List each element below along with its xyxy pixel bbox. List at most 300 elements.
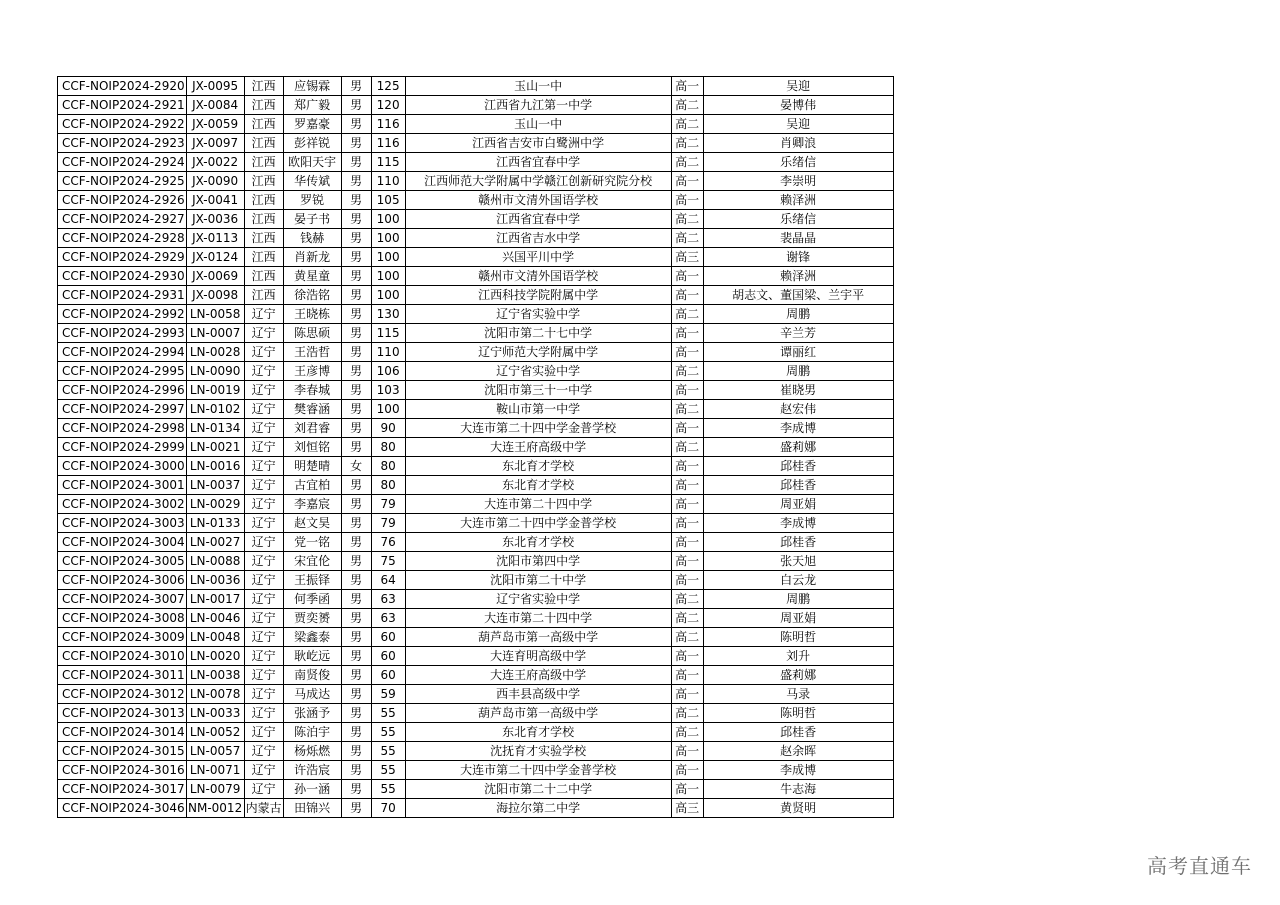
cell-name: 华传斌 (283, 172, 341, 191)
results-table-body (58, 77, 894, 818)
cell-grade: 高二 (671, 609, 703, 628)
table-row (58, 324, 894, 343)
cell-coach: 刘升 (703, 647, 893, 666)
cell-name: 晏子书 (283, 210, 341, 229)
cell-seat-id: LN-0028 (186, 343, 244, 362)
cell-name: 明楚晴 (283, 457, 341, 476)
cell-name: 王振铎 (283, 571, 341, 590)
cell-score: 79 (371, 514, 405, 533)
cell-exam-id: CCF-NOIP2024-2929 (58, 248, 187, 267)
cell-grade: 高二 (671, 96, 703, 115)
table-row (58, 647, 894, 666)
cell-coach: 李成博 (703, 514, 893, 533)
cell-gender: 男 (341, 609, 371, 628)
cell-province: 江西 (244, 77, 283, 96)
cell-school: 大连市第二十四中学金普学校 (405, 419, 671, 438)
cell-province: 江西 (244, 134, 283, 153)
cell-coach: 邱桂香 (703, 533, 893, 552)
cell-name: 钱赫 (283, 229, 341, 248)
cell-seat-id: LN-0071 (186, 761, 244, 780)
cell-school: 东北育才学校 (405, 476, 671, 495)
cell-school: 江西科技学院附属中学 (405, 286, 671, 305)
cell-seat-id: LN-0079 (186, 780, 244, 799)
cell-province: 江西 (244, 286, 283, 305)
table-row (58, 96, 894, 115)
cell-school: 大连王府高级中学 (405, 666, 671, 685)
cell-grade: 高一 (671, 761, 703, 780)
cell-gender: 男 (341, 590, 371, 609)
cell-gender: 男 (341, 77, 371, 96)
cell-coach: 盛莉娜 (703, 666, 893, 685)
cell-coach: 陈明哲 (703, 628, 893, 647)
cell-school: 沈抚育才实验学校 (405, 742, 671, 761)
cell-school: 沈阳市第三十一中学 (405, 381, 671, 400)
cell-grade: 高一 (671, 742, 703, 761)
cell-school: 东北育才学校 (405, 457, 671, 476)
table-row (58, 495, 894, 514)
cell-name: 张涵予 (283, 704, 341, 723)
cell-province: 江西 (244, 96, 283, 115)
cell-province: 辽宁 (244, 476, 283, 495)
cell-seat-id: LN-0052 (186, 723, 244, 742)
cell-score: 64 (371, 571, 405, 590)
cell-exam-id: CCF-NOIP2024-2996 (58, 381, 187, 400)
cell-name: 何季函 (283, 590, 341, 609)
table-row (58, 780, 894, 799)
cell-province: 辽宁 (244, 457, 283, 476)
cell-grade: 高一 (671, 571, 703, 590)
cell-seat-id: LN-0027 (186, 533, 244, 552)
cell-school: 西丰县高级中学 (405, 685, 671, 704)
cell-score: 55 (371, 723, 405, 742)
cell-seat-id: LN-0046 (186, 609, 244, 628)
table-row (58, 533, 894, 552)
cell-gender: 男 (341, 191, 371, 210)
cell-school: 大连育明高级中学 (405, 647, 671, 666)
cell-name: 杨烁燃 (283, 742, 341, 761)
table-row (58, 514, 894, 533)
cell-coach: 邱桂香 (703, 457, 893, 476)
cell-school: 沈阳市第四中学 (405, 552, 671, 571)
cell-score: 105 (371, 191, 405, 210)
table-row (58, 476, 894, 495)
table-row (58, 723, 894, 742)
cell-province: 辽宁 (244, 742, 283, 761)
cell-name: 欧阳天宇 (283, 153, 341, 172)
cell-grade: 高一 (671, 533, 703, 552)
cell-name: 王浩哲 (283, 343, 341, 362)
cell-seat-id: LN-0017 (186, 590, 244, 609)
cell-gender: 男 (341, 742, 371, 761)
cell-coach: 胡志文、董国梁、兰宇平 (703, 286, 893, 305)
cell-grade: 高二 (671, 362, 703, 381)
cell-score: 125 (371, 77, 405, 96)
table-row (58, 457, 894, 476)
cell-province: 辽宁 (244, 438, 283, 457)
cell-grade: 高一 (671, 343, 703, 362)
table-row (58, 552, 894, 571)
cell-grade: 高一 (671, 647, 703, 666)
cell-gender: 男 (341, 419, 371, 438)
cell-seat-id: LN-0037 (186, 476, 244, 495)
cell-grade: 高一 (671, 495, 703, 514)
cell-name: 党一铭 (283, 533, 341, 552)
cell-coach: 牛志海 (703, 780, 893, 799)
cell-school: 赣州市文清外国语学校 (405, 267, 671, 286)
table-row (58, 742, 894, 761)
cell-name: 陈思硕 (283, 324, 341, 343)
table-row (58, 229, 894, 248)
cell-coach: 肖卿浪 (703, 134, 893, 153)
cell-coach: 谭丽红 (703, 343, 893, 362)
cell-school: 东北育才学校 (405, 723, 671, 742)
cell-exam-id: CCF-NOIP2024-3003 (58, 514, 187, 533)
cell-exam-id: CCF-NOIP2024-3002 (58, 495, 187, 514)
cell-coach: 李崇明 (703, 172, 893, 191)
cell-name: 田锦兴 (283, 799, 341, 818)
cell-coach: 周亚娟 (703, 609, 893, 628)
cell-school: 大连市第二十四中学金普学校 (405, 514, 671, 533)
cell-school: 辽宁省实验中学 (405, 590, 671, 609)
cell-grade: 高二 (671, 438, 703, 457)
cell-coach: 周鹏 (703, 362, 893, 381)
cell-gender: 男 (341, 248, 371, 267)
cell-exam-id: CCF-NOIP2024-2930 (58, 267, 187, 286)
cell-province: 江西 (244, 191, 283, 210)
cell-gender: 男 (341, 666, 371, 685)
cell-coach: 李成博 (703, 419, 893, 438)
cell-gender: 男 (341, 343, 371, 362)
cell-seat-id: JX-0059 (186, 115, 244, 134)
cell-gender: 男 (341, 495, 371, 514)
table-row (58, 571, 894, 590)
cell-gender: 男 (341, 799, 371, 818)
cell-seat-id: NM-0012 (186, 799, 244, 818)
cell-gender: 男 (341, 780, 371, 799)
cell-province: 辽宁 (244, 780, 283, 799)
cell-score: 55 (371, 761, 405, 780)
cell-province: 辽宁 (244, 533, 283, 552)
cell-coach: 邱桂香 (703, 476, 893, 495)
cell-gender: 男 (341, 362, 371, 381)
cell-score: 55 (371, 780, 405, 799)
cell-name: 陈泊宇 (283, 723, 341, 742)
cell-school: 赣州市文清外国语学校 (405, 191, 671, 210)
cell-score: 103 (371, 381, 405, 400)
cell-school: 兴国平川中学 (405, 248, 671, 267)
cell-coach: 白云龙 (703, 571, 893, 590)
cell-school: 江西师范大学附属中学赣江创新研究院分校 (405, 172, 671, 191)
cell-score: 100 (371, 229, 405, 248)
cell-province: 辽宁 (244, 666, 283, 685)
cell-province: 辽宁 (244, 552, 283, 571)
cell-score: 75 (371, 552, 405, 571)
cell-gender: 男 (341, 134, 371, 153)
table-row (58, 134, 894, 153)
cell-school: 沈阳市第二十中学 (405, 571, 671, 590)
cell-province: 辽宁 (244, 381, 283, 400)
table-row (58, 761, 894, 780)
cell-coach: 乐绪信 (703, 153, 893, 172)
cell-score: 90 (371, 419, 405, 438)
cell-gender: 男 (341, 685, 371, 704)
cell-exam-id: CCF-NOIP2024-2998 (58, 419, 187, 438)
cell-name: 黄星童 (283, 267, 341, 286)
cell-school: 大连市第二十四中学 (405, 495, 671, 514)
cell-name: 马成达 (283, 685, 341, 704)
table-row (58, 191, 894, 210)
cell-seat-id: JX-0084 (186, 96, 244, 115)
cell-score: 115 (371, 153, 405, 172)
cell-school: 玉山一中 (405, 77, 671, 96)
cell-grade: 高一 (671, 780, 703, 799)
cell-province: 江西 (244, 153, 283, 172)
cell-province: 江西 (244, 248, 283, 267)
cell-grade: 高一 (671, 267, 703, 286)
cell-gender: 男 (341, 628, 371, 647)
table-row (58, 362, 894, 381)
cell-gender: 男 (341, 723, 371, 742)
table-row (58, 685, 894, 704)
cell-name: 郑广毅 (283, 96, 341, 115)
cell-score: 100 (371, 286, 405, 305)
cell-name: 李春城 (283, 381, 341, 400)
cell-grade: 高二 (671, 723, 703, 742)
cell-name: 南贤俊 (283, 666, 341, 685)
cell-coach: 赖泽洲 (703, 267, 893, 286)
cell-province: 辽宁 (244, 362, 283, 381)
cell-exam-id: CCF-NOIP2024-2925 (58, 172, 187, 191)
cell-score: 110 (371, 343, 405, 362)
cell-school: 辽宁师范大学附属中学 (405, 343, 671, 362)
cell-gender: 男 (341, 305, 371, 324)
cell-score: 110 (371, 172, 405, 191)
cell-province: 辽宁 (244, 343, 283, 362)
table-row (58, 343, 894, 362)
cell-score: 106 (371, 362, 405, 381)
cell-exam-id: CCF-NOIP2024-3008 (58, 609, 187, 628)
cell-school: 沈阳市第二十七中学 (405, 324, 671, 343)
cell-province: 辽宁 (244, 419, 283, 438)
cell-coach: 周鹏 (703, 305, 893, 324)
cell-gender: 男 (341, 761, 371, 780)
cell-grade: 高一 (671, 381, 703, 400)
cell-seat-id: LN-0058 (186, 305, 244, 324)
cell-exam-id: CCF-NOIP2024-2921 (58, 96, 187, 115)
cell-coach: 陈明哲 (703, 704, 893, 723)
cell-exam-id: CCF-NOIP2024-2920 (58, 77, 187, 96)
cell-school: 东北育才学校 (405, 533, 671, 552)
cell-name: 王晓栋 (283, 305, 341, 324)
cell-gender: 男 (341, 552, 371, 571)
cell-exam-id: CCF-NOIP2024-3011 (58, 666, 187, 685)
cell-coach: 周鹏 (703, 590, 893, 609)
cell-seat-id: JX-0095 (186, 77, 244, 96)
cell-coach: 邱桂香 (703, 723, 893, 742)
cell-school: 江西省宜春中学 (405, 210, 671, 229)
cell-coach: 乐绪信 (703, 210, 893, 229)
cell-school: 葫芦岛市第一高级中学 (405, 704, 671, 723)
cell-grade: 高二 (671, 628, 703, 647)
cell-score: 60 (371, 647, 405, 666)
cell-province: 江西 (244, 115, 283, 134)
cell-seat-id: LN-0007 (186, 324, 244, 343)
cell-province: 辽宁 (244, 761, 283, 780)
cell-school: 鞍山市第一中学 (405, 400, 671, 419)
cell-gender: 男 (341, 514, 371, 533)
cell-province: 辽宁 (244, 495, 283, 514)
cell-name: 赵文昊 (283, 514, 341, 533)
cell-province: 辽宁 (244, 628, 283, 647)
cell-seat-id: JX-0022 (186, 153, 244, 172)
cell-score: 130 (371, 305, 405, 324)
cell-score: 70 (371, 799, 405, 818)
cell-score: 55 (371, 742, 405, 761)
cell-seat-id: LN-0033 (186, 704, 244, 723)
cell-name: 宋宜伦 (283, 552, 341, 571)
cell-province: 江西 (244, 229, 283, 248)
cell-score: 79 (371, 495, 405, 514)
cell-gender: 男 (341, 324, 371, 343)
cell-exam-id: CCF-NOIP2024-3010 (58, 647, 187, 666)
cell-score: 116 (371, 115, 405, 134)
table-row (58, 609, 894, 628)
cell-name: 刘恒铭 (283, 438, 341, 457)
cell-exam-id: CCF-NOIP2024-3006 (58, 571, 187, 590)
cell-province: 辽宁 (244, 704, 283, 723)
cell-coach: 崔晓男 (703, 381, 893, 400)
cell-province: 辽宁 (244, 305, 283, 324)
cell-coach: 李成博 (703, 761, 893, 780)
cell-exam-id: CCF-NOIP2024-3014 (58, 723, 187, 742)
cell-exam-id: CCF-NOIP2024-2995 (58, 362, 187, 381)
cell-seat-id: JX-0036 (186, 210, 244, 229)
table-row (58, 210, 894, 229)
cell-coach: 辛兰芳 (703, 324, 893, 343)
cell-exam-id: CCF-NOIP2024-2926 (58, 191, 187, 210)
cell-province: 辽宁 (244, 590, 283, 609)
cell-grade: 高一 (671, 172, 703, 191)
cell-seat-id: LN-0029 (186, 495, 244, 514)
cell-exam-id: CCF-NOIP2024-2924 (58, 153, 187, 172)
cell-seat-id: JX-0097 (186, 134, 244, 153)
cell-school: 大连王府高级中学 (405, 438, 671, 457)
cell-exam-id: CCF-NOIP2024-2997 (58, 400, 187, 419)
cell-province: 辽宁 (244, 647, 283, 666)
cell-grade: 高二 (671, 305, 703, 324)
cell-score: 100 (371, 400, 405, 419)
cell-province: 辽宁 (244, 324, 283, 343)
cell-grade: 高一 (671, 552, 703, 571)
cell-coach: 赖泽洲 (703, 191, 893, 210)
cell-exam-id: CCF-NOIP2024-3009 (58, 628, 187, 647)
cell-name: 许浩宸 (283, 761, 341, 780)
cell-name: 罗锐 (283, 191, 341, 210)
cell-province: 辽宁 (244, 609, 283, 628)
cell-seat-id: LN-0021 (186, 438, 244, 457)
cell-seat-id: JX-0090 (186, 172, 244, 191)
cell-coach: 吴迎 (703, 115, 893, 134)
cell-seat-id: LN-0057 (186, 742, 244, 761)
cell-province: 辽宁 (244, 723, 283, 742)
cell-name: 徐浩铭 (283, 286, 341, 305)
cell-grade: 高一 (671, 457, 703, 476)
table-row (58, 419, 894, 438)
cell-grade: 高二 (671, 115, 703, 134)
cell-score: 115 (371, 324, 405, 343)
table-row (58, 666, 894, 685)
cell-score: 55 (371, 704, 405, 723)
cell-score: 80 (371, 438, 405, 457)
cell-school: 大连市第二十四中学金普学校 (405, 761, 671, 780)
table-row (58, 590, 894, 609)
cell-score: 100 (371, 267, 405, 286)
cell-gender: 男 (341, 533, 371, 552)
cell-coach: 盛莉娜 (703, 438, 893, 457)
cell-score: 116 (371, 134, 405, 153)
cell-name: 罗嘉豪 (283, 115, 341, 134)
cell-exam-id: CCF-NOIP2024-3013 (58, 704, 187, 723)
cell-name: 耿屹远 (283, 647, 341, 666)
cell-grade: 高三 (671, 799, 703, 818)
cell-gender: 男 (341, 381, 371, 400)
cell-gender: 男 (341, 96, 371, 115)
cell-seat-id: LN-0016 (186, 457, 244, 476)
cell-grade: 高二 (671, 590, 703, 609)
cell-school: 江西省九江第一中学 (405, 96, 671, 115)
cell-exam-id: CCF-NOIP2024-3004 (58, 533, 187, 552)
cell-gender: 男 (341, 704, 371, 723)
cell-seat-id: LN-0088 (186, 552, 244, 571)
cell-exam-id: CCF-NOIP2024-3007 (58, 590, 187, 609)
cell-gender: 男 (341, 476, 371, 495)
cell-name: 刘君睿 (283, 419, 341, 438)
table-row (58, 77, 894, 96)
cell-exam-id: CCF-NOIP2024-3015 (58, 742, 187, 761)
cell-grade: 高一 (671, 476, 703, 495)
cell-grade: 高一 (671, 514, 703, 533)
cell-seat-id: JX-0124 (186, 248, 244, 267)
cell-grade: 高二 (671, 210, 703, 229)
cell-school: 玉山一中 (405, 115, 671, 134)
cell-score: 59 (371, 685, 405, 704)
cell-name: 王彦博 (283, 362, 341, 381)
cell-score: 63 (371, 590, 405, 609)
table-row (58, 172, 894, 191)
cell-exam-id: CCF-NOIP2024-2993 (58, 324, 187, 343)
cell-score: 60 (371, 628, 405, 647)
results-table (57, 76, 894, 818)
cell-exam-id: CCF-NOIP2024-3012 (58, 685, 187, 704)
cell-exam-id: CCF-NOIP2024-2931 (58, 286, 187, 305)
cell-grade: 高一 (671, 191, 703, 210)
cell-exam-id: CCF-NOIP2024-3046 (58, 799, 187, 818)
cell-seat-id: LN-0036 (186, 571, 244, 590)
cell-school: 辽宁省实验中学 (405, 305, 671, 324)
cell-seat-id: JX-0113 (186, 229, 244, 248)
cell-gender: 男 (341, 229, 371, 248)
cell-seat-id: LN-0134 (186, 419, 244, 438)
cell-name: 梁鑫泰 (283, 628, 341, 647)
cell-coach: 晏博伟 (703, 96, 893, 115)
cell-grade: 高三 (671, 248, 703, 267)
cell-school: 沈阳市第二十二中学 (405, 780, 671, 799)
cell-gender: 男 (341, 400, 371, 419)
cell-seat-id: LN-0133 (186, 514, 244, 533)
cell-seat-id: JX-0098 (186, 286, 244, 305)
cell-grade: 高二 (671, 704, 703, 723)
cell-seat-id: LN-0102 (186, 400, 244, 419)
